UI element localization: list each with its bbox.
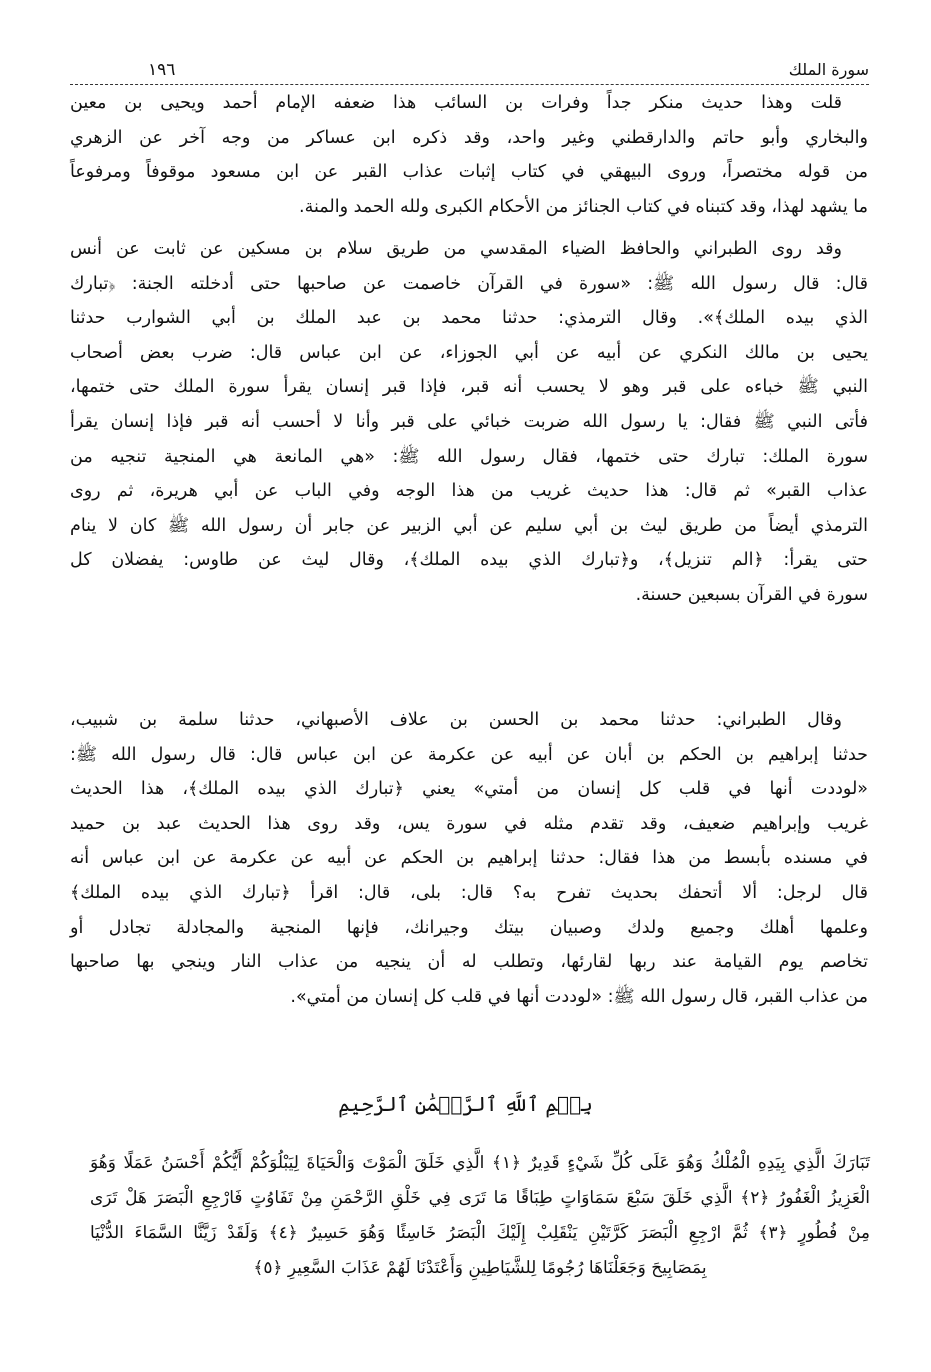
text-line: وقد روى الطبراني والحافظ الضياء المقدسي من طريق سلام بن مسكين عن ثابت عن أنس [70, 239, 842, 259]
text-line: قال: قال رسول الله ﷺ: «سورة في القرآن خاصمت عن صاحبها حتى أدخلته الجنة: ﴿تبارك [70, 273, 868, 294]
text-line: قلت وهذا حديث منكر جداً وفرات بن السائب هذا ضعفه الإمام أحمد ويحيى بن معين [70, 93, 842, 113]
page-number: ١٩٦ [148, 60, 176, 80]
text-line: «لوددت أنها في قلب كل إنسان من أمتي» يعني ﴿تبارك الذي بيده الملك﴾، هذا الحديث [70, 779, 868, 800]
text-line: وعلمها أهلك وجميع ولدك وصبيان بيتك وجيرانك، فإنها المنجية والمجادلة تجادل أو [70, 917, 868, 938]
paragraph-1 [70, 86, 868, 224]
text-line: سورة الملك: تبارك حتى ختمها، فقال رسول الله ﷺ: «هي المانعة هي المنجية تنجيه من [70, 446, 868, 467]
text-line: قال لرجل: ألا أتحفك بحديث تفرح به؟ قال: بلى، قال: اقرأ ﴿تبارك الذي بيده الملك﴾ [70, 882, 868, 903]
paragraph-3 [70, 703, 868, 1014]
verse-line: مِنْ فُطُورٍ ﴿٣﴾ ثُمَّ ارْجِعِ الْبَصَرَ كَرَّتَيْنِ يَنْقَلِبْ إِلَيْكَ الْبَصَرُ خَاسِئًا وَهُوَ حَسِيرٌ ﴿٤﴾ وَلَقَدْ زَيَّنَّا السَّمَاءَ الدُّنْيَا [90, 1223, 870, 1243]
text-line: حتى يقرأ: ﴿الم تنزيل﴾، و﴿تبارك الذي بيده الملك﴾، وقال ليث عن طاوس: يفضلان كل [70, 550, 868, 571]
running-title: سورة الملك [788, 60, 869, 79]
text-line: النبي ﷺ خباءه على قبر وهو لا يحسب أنه قبر، فإذا قبر إنسان يقرأ سورة الملك حتى ختمها، [70, 377, 868, 398]
text-line: وقال الطبراني: حدثنا محمد بن الحسن بن علاف الأصبهاني، حدثنا سلمة بن شبيب، [70, 710, 842, 730]
text-line: سورة في القرآن بسبعين حسنة. [635, 584, 868, 605]
text-line: والبخاري وأبو حاتم والدارقطني وغير واحد، وقد ذكره ابن عساكر من وجه آخر عن الزهري [70, 127, 868, 148]
text-line: يحيى بن مالك النكري عن أبيه عن أبي الجوزاء، عن ابن عباس قال: ضرب بعض أصحاب [70, 342, 868, 363]
paragraph-2 [70, 232, 868, 613]
verse-line: تَبَارَكَ الَّذِي بِيَدِهِ الْمُلْكُ وَهُوَ عَلَى كُلِّ شَيْءٍ قَدِيرٌ ﴿١﴾ الَّذِي خَلَقَ الْمَوْتَ وَالْحَيَاةَ لِيَبْلُوَكُمْ أَيُّكُمْ أَحْسَنُ عَمَلًا وَهُوَ [90, 1153, 870, 1173]
text-line: فأتى النبي ﷺ فقال: يا رسول الله ضربت خبائي على قبر وأنا لا أحسب أنه قبر فإذا إنسان يقرأ [70, 411, 868, 432]
text-line: ما يشهد لهذا، وقد كتبناه في كتاب الجنائز من الأحكام الكبرى ولله الحمد والمنة. [299, 196, 868, 217]
text-line: في مسنده بأبسط من هذا فقال: حدثنا إبراهيم بن الحكم عن أبيه عن عكرمة عن ابن عباس أنه [70, 848, 868, 869]
text-line: الذي بيده الملك﴾». وقال الترمذي: حدثنا محمد بن عبد الملك بن أبي الشوارب حدثنا [70, 308, 868, 329]
quran-verses [90, 1146, 870, 1286]
text-line: غريب وإبراهيم ضعيف، وقد تقدم مثله في سورة يس، وقد روى هذا الحديث عبد بن حميد [70, 813, 868, 834]
text-line: حدثنا إبراهيم بن الحكم بن أبان عن أبيه عن عكرمة عن ابن عباس قال: قال رسول الله ﷺ: [70, 744, 868, 765]
bismillah: بِسۡمِ ٱللَّهِ ٱلرَّحۡمَٰنِ ٱلرَّحِيمِ [338, 1092, 593, 1116]
text-line: عذاب القبر» ثم قال: هذا حديث غريب من هذا الوجه وفي الباب عن أبي هريرة، ثم روى [70, 481, 868, 502]
text-line: من عذاب القبر، قال رسول الله ﷺ: «لوددت أنها في قلب كل إنسان من أمتي». [290, 986, 868, 1007]
verse-line: بِمَصَابِيحَ وَجَعَلْنَاهَا رُجُومًا لِلشَّيَاطِينِ وَأَعْتَدْنَا لَهُمْ عَذَابَ السَّعِيرِ ﴿٥﴾ [253, 1258, 707, 1278]
text-line: تخاصم يوم القيامة عند ربها لقارئها، وتطلب له أن ينجيه من عذاب النار وينجي بها صاحبها [70, 952, 868, 973]
verse-line: الْعَزِيزُ الْغَفُورُ ﴿٢﴾ الَّذِي خَلَقَ سَبْعَ سَمَاوَاتٍ طِبَاقًا مَا تَرَى فِي خَلْقِ الرَّحْمَنِ مِنْ تَفَاوُتٍ فَارْجِعِ الْبَصَرَ هَلْ تَرَى [90, 1188, 870, 1208]
text-line: من قوله مختصراً، وروى البيهقي في كتاب إثبات عذاب القبر عن ابن مسعود موقوفاً ومرفوعاً [70, 162, 868, 183]
page-header [70, 58, 869, 85]
text-line: الترمذي أيضاً من طريق ليث بن أبي سليم عن أبي الزبير عن جابر أن رسول الله ﷺ كان لا ينام [70, 515, 868, 536]
